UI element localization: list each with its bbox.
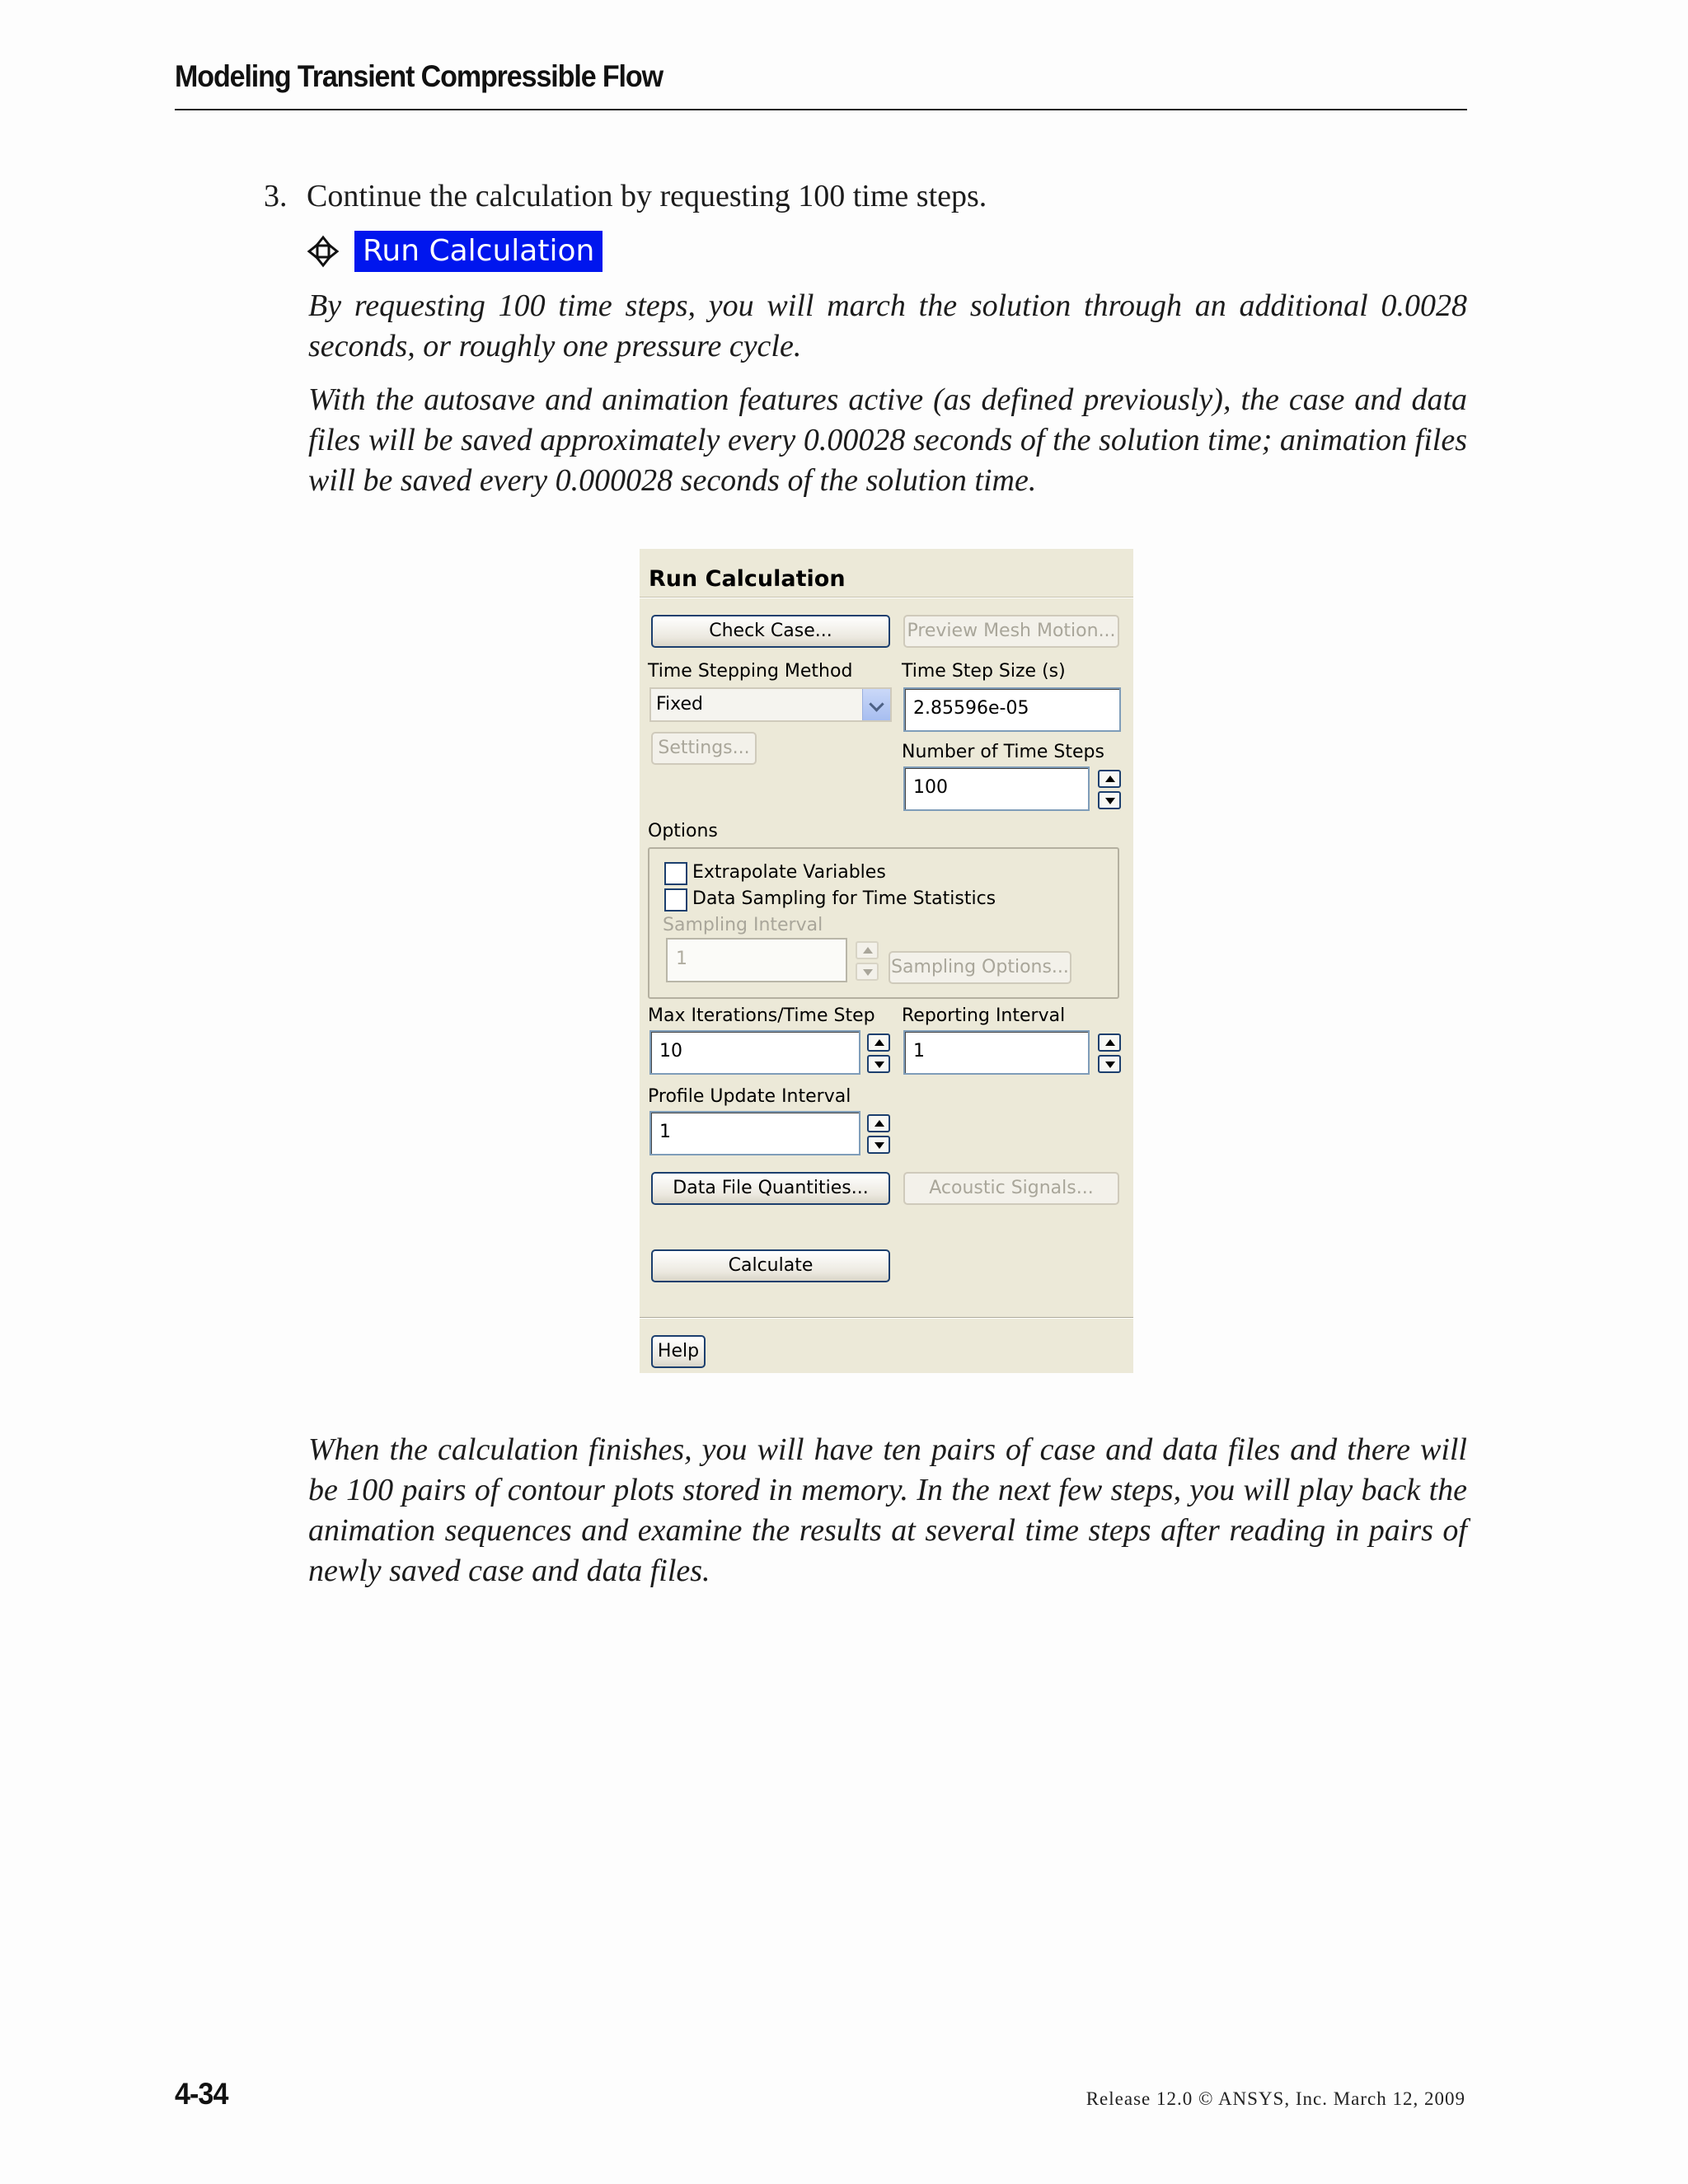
spinner-down-icon[interactable] (867, 1055, 890, 1073)
spinner-up-icon[interactable] (1098, 770, 1121, 788)
profile-update-interval-spinner[interactable] (867, 1114, 892, 1155)
time-stepping-method-value: Fixed (656, 694, 704, 715)
chevron-down-icon[interactable] (862, 689, 890, 720)
run-calculation-dialog (640, 549, 1133, 1373)
max-iterations-label: Max Iterations/Time Step (648, 1005, 875, 1026)
move-arrows-icon (307, 235, 340, 268)
sampling-interval-label: Sampling Interval (663, 915, 823, 935)
time-step-size-label: Time Step Size (s) (902, 661, 1066, 682)
step-number: 3. (264, 179, 288, 213)
spinner-up-icon[interactable] (867, 1033, 890, 1052)
sampling-interval-spinner[interactable] (856, 941, 880, 982)
reporting-interval-label: Reporting Interval (902, 1005, 1066, 1026)
extrapolate-variables-checkbox[interactable] (664, 862, 687, 885)
help-button[interactable]: Help (651, 1335, 706, 1368)
number-of-time-steps-input[interactable]: 100 (903, 766, 1090, 811)
step-text: Continue the calculation by requesting 100 time steps. (307, 179, 987, 213)
spinner-up-icon[interactable] (1098, 1033, 1121, 1052)
acoustic-signals-button[interactable]: Acoustic Signals... (903, 1172, 1119, 1205)
reporting-interval-input[interactable]: 1 (903, 1030, 1090, 1075)
spinner-up-icon[interactable] (867, 1114, 890, 1132)
sampling-options-button[interactable]: Sampling Options... (889, 951, 1071, 984)
spinner-down-icon[interactable] (867, 1136, 890, 1154)
number-of-time-steps-spinner[interactable] (1098, 770, 1123, 811)
time-stepping-method-select[interactable] (649, 687, 892, 722)
paragraph-autosave: With the autosave and animation features active (as defined previously), the case and data files will be saved approximately every 0.00028 seconds of the solution time; animation files will be saved every 0.000028 seconds of the solution time. (308, 382, 1467, 498)
dialog-title: Run Calculation (649, 566, 846, 592)
preview-mesh-motion-button[interactable]: Preview Mesh Motion... (903, 615, 1119, 648)
max-iterations-input[interactable]: 10 (649, 1030, 860, 1075)
profile-update-interval-label: Profile Update Interval (648, 1086, 851, 1107)
calculate-button[interactable]: Calculate (651, 1249, 890, 1282)
data-sampling-label: Data Sampling for Time Statistics (692, 888, 996, 909)
time-stepping-method-label: Time Stepping Method (648, 661, 853, 682)
page-header-title: Modeling Transient Compressible Flow (175, 59, 663, 93)
menu-path (307, 231, 603, 272)
settings-button[interactable]: Settings... (651, 732, 757, 765)
spinner-down-icon[interactable] (1098, 791, 1121, 809)
time-step-size-input[interactable]: 2.85596e-05 (903, 687, 1121, 732)
sampling-interval-input[interactable]: 1 (666, 938, 847, 982)
spinner-down-icon[interactable] (856, 963, 879, 981)
header-rule (175, 109, 1467, 110)
dialog-title-divider (640, 597, 1133, 598)
dialog-footer-divider (640, 1317, 1133, 1319)
paragraph-time-steps: By requesting 100 time steps, you will march the solution through an additional 0.0028 seconds, or roughly one pressure cycle. (308, 288, 1467, 363)
spinner-down-icon[interactable] (1098, 1055, 1121, 1073)
data-sampling-checkbox[interactable] (664, 888, 687, 912)
paragraph-calculation-finish: When the calculation finishes, you will have ten pairs of case and data files and there will be 100 pairs of contour plots stored in memory. In the next few steps, you will play back the animation sequences and examine the results at several time steps after reading in pairs of newly saved case and data files. (308, 1432, 1467, 1588)
number-of-time-steps-label: Number of Time Steps (902, 742, 1104, 762)
data-file-quantities-button[interactable]: Data File Quantities... (651, 1172, 890, 1205)
check-case-button[interactable]: Check Case... (651, 615, 890, 648)
options-group (648, 847, 1119, 999)
spinner-up-icon[interactable] (856, 941, 879, 959)
run-calculation-menu-link[interactable]: Run Calculation (354, 231, 603, 272)
max-iterations-spinner[interactable] (867, 1033, 892, 1075)
step-instruction (264, 178, 987, 214)
reporting-interval-spinner[interactable] (1098, 1033, 1123, 1075)
profile-update-interval-input[interactable]: 1 (649, 1111, 860, 1155)
page-number: 4-34 (175, 2077, 228, 2111)
options-label: Options (648, 821, 718, 841)
release-notice: Release 12.0 © ANSYS, Inc. March 12, 2009 (1085, 2088, 1465, 2109)
extrapolate-variables-label: Extrapolate Variables (692, 862, 886, 883)
